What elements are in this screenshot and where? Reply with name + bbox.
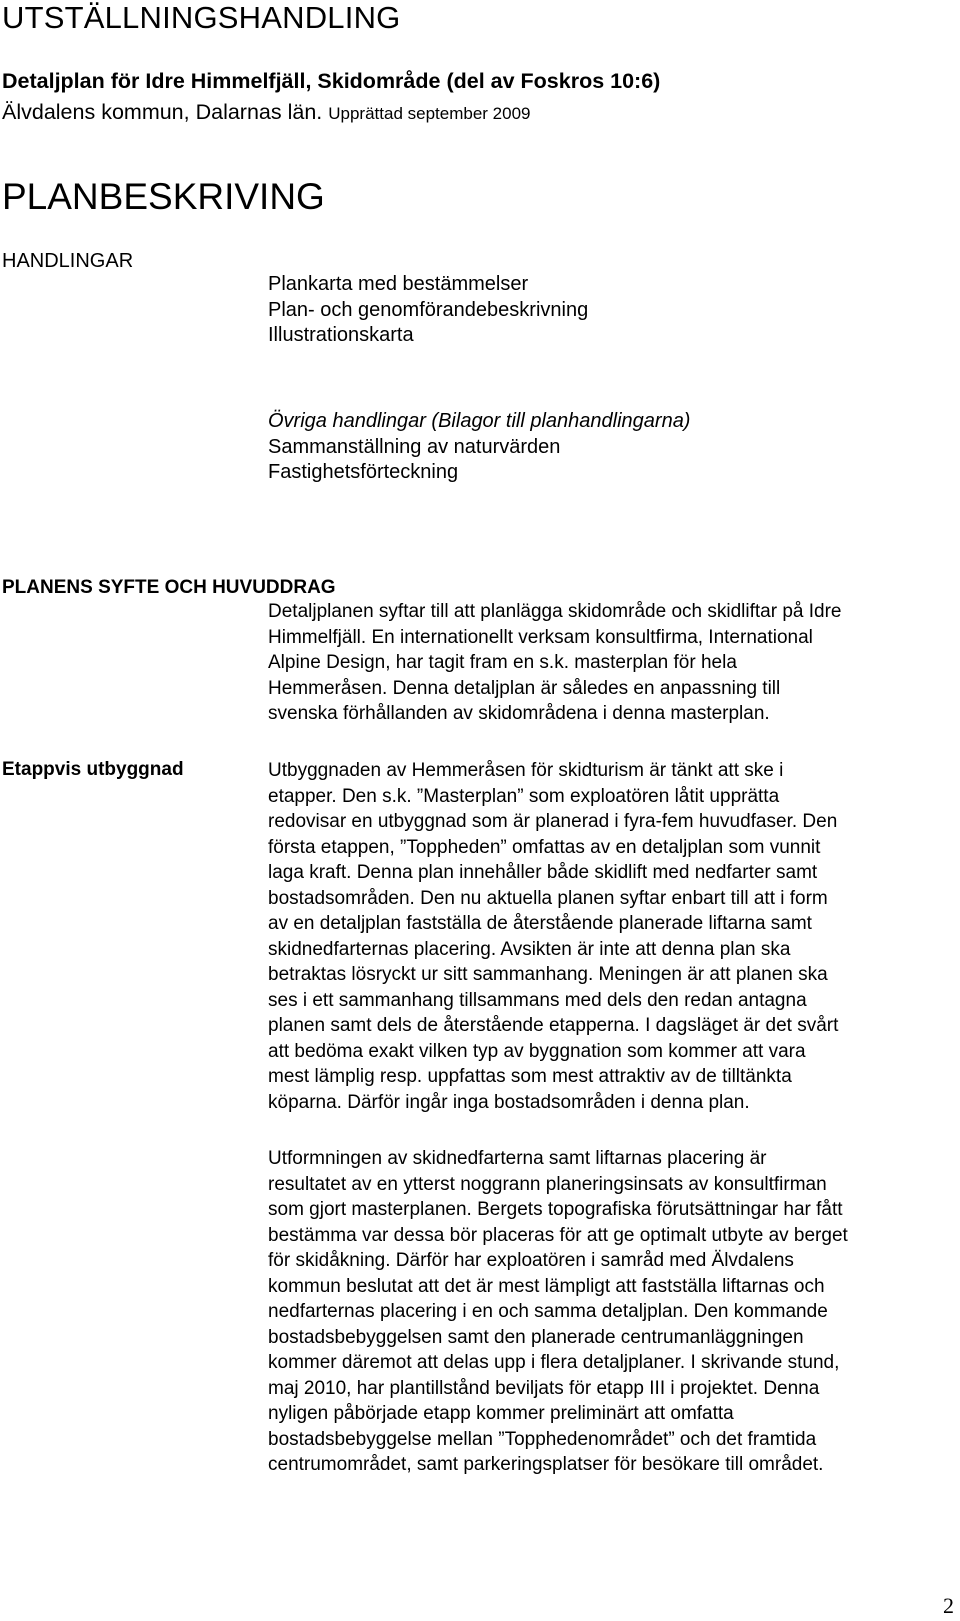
- text-line: nedfarternas placering i en och samma detaljplan. Den kommande: [268, 1301, 828, 1322]
- plan-subtitle: [2, 98, 531, 128]
- list-item: Sammanställning av naturvärden: [268, 435, 561, 458]
- etapp-paragraph-2: [268, 1146, 848, 1478]
- text-line: Utbyggnaden av Hemmeråsen för skidturism är tänkt att ske i: [268, 760, 784, 781]
- text-line: ses i ett sammanhang tillsammans med dels den redan antagna: [268, 989, 807, 1011]
- page-title: PLANBESKRIVING: [2, 176, 325, 217]
- text-line: bostadsområden. Den nu aktuella planen syftar enbart till att i form: [268, 887, 828, 909]
- text-line: bostadsbebyggelse mellan ”Topphedenområdet” och det framtida: [268, 1428, 817, 1450]
- municipality-text: Älvdalens kommun, Dalarnas län.: [2, 100, 323, 124]
- text-line: centrumområdet, samt parkeringsplatser för besökare till området.: [268, 1454, 824, 1475]
- plan-title: Detaljplan för Idre Himmelfjäll, Skidområde (del av Foskros 10:6): [2, 69, 661, 93]
- text-line: kommun beslutat att det är mest lämpligt att fastställa liftarnas och: [268, 1275, 825, 1297]
- list-item: Plankarta med bestämmelser: [268, 273, 529, 295]
- list-item: Fastighetsförteckning: [268, 461, 459, 484]
- other-handlingar-heading: Övriga handlingar (Bilagor till planhandlingarna): [268, 410, 691, 432]
- text-line: redovisar en utbyggnad som är planerad i fyra-fem huvudfaser. Den: [268, 811, 838, 832]
- text-line: mest lämplig resp. uppfattas som mest attraktiv av de tilltänkta: [268, 1066, 792, 1087]
- text-line: planen samt dels de återstående etapperna. I dagsläget är det svårt: [268, 1015, 839, 1036]
- text-line: laga kraft. Denna plan innehåller både skidlift med nedfarter samt: [268, 862, 818, 883]
- text-line: Hemmeråsen. Denna detaljplan är således en anpassning till: [268, 677, 781, 699]
- list-item: Plan- och genomförandebeskrivning: [268, 298, 589, 321]
- text-line: bostadsbebyggelsen samt den planerade centrumanläggningen: [268, 1326, 804, 1348]
- syfte-paragraph: [268, 599, 841, 727]
- text-line: skidnedfarternas placering. Avsikten är inte att denna plan ska: [268, 938, 791, 960]
- document-type-heading: UTSTÄLLNINGSHANDLING: [2, 0, 401, 35]
- text-line: bestämma var dessa bör placeras för att ge optimalt utbyte av berget: [268, 1224, 848, 1246]
- etapp-paragraph-1: [268, 758, 838, 1115]
- text-line: Himmelfjäll. En internationellt verksam konsultfirma, International: [268, 626, 813, 648]
- text-line: att bedöma exakt vilken typ av byggnation som kommer att vara: [268, 1040, 806, 1062]
- text-line: Utformningen av skidnedfarterna samt liftarnas placering är: [268, 1148, 767, 1169]
- text-line: köparna. Därför ingår inga bostadsområden i denna plan.: [268, 1091, 750, 1113]
- page-number: 2: [943, 1593, 954, 1618]
- text-line: för skidåkning. Därför har exploatören i samråd med Älvdalens: [268, 1250, 794, 1271]
- text-line: resultatet av en ytterst noggrann planeringsinsats av konsultfirman: [268, 1173, 827, 1195]
- handlingar-heading: HANDLINGAR: [2, 250, 134, 272]
- syfte-heading: PLANENS SYFTE OCH HUVUDDRAG: [2, 577, 336, 598]
- text-line: första etappen, ”Toppheden” omfattas av en detaljplan som vunnit: [268, 836, 821, 858]
- text-line: Alpine Design, har tagit fram en s.k. masterplan för hela: [268, 652, 737, 673]
- text-line: svenska förhållanden av skidområdena i denna masterplan.: [268, 703, 770, 724]
- etapp-heading: Etappvis utbyggnad: [2, 759, 184, 780]
- handlingar-list: [268, 272, 588, 349]
- text-line: betraktas lösryckt ur sitt sammanhang. Meningen är att planen ska: [268, 964, 828, 985]
- other-handlingar-list: [268, 409, 690, 486]
- text-line: maj 2010, har plantillstånd beviljats för etapp III i projektet. Denna: [268, 1377, 820, 1399]
- text-line: som gjort masterplanen. Bergets topografiska förutsättningar har fått: [268, 1199, 843, 1220]
- text-line: Detaljplanen syftar till att planlägga skidområde och skidliftar på Idre: [268, 601, 842, 622]
- text-line: av en detaljplan fastställa de återstående planerade liftarna samt: [268, 913, 812, 934]
- date-text: Upprättad september 2009: [328, 104, 531, 123]
- list-item: Illustrationskarta: [268, 324, 414, 347]
- text-line: kommer däremot att delas upp i flera detaljplaner. I skrivande stund,: [268, 1352, 840, 1373]
- text-line: etapper. Den s.k. ”Masterplan” som exploatören låtit upprätta: [268, 785, 780, 807]
- text-line: nyligen påbörjade etapp kommer preliminärt att omfatta: [268, 1403, 734, 1424]
